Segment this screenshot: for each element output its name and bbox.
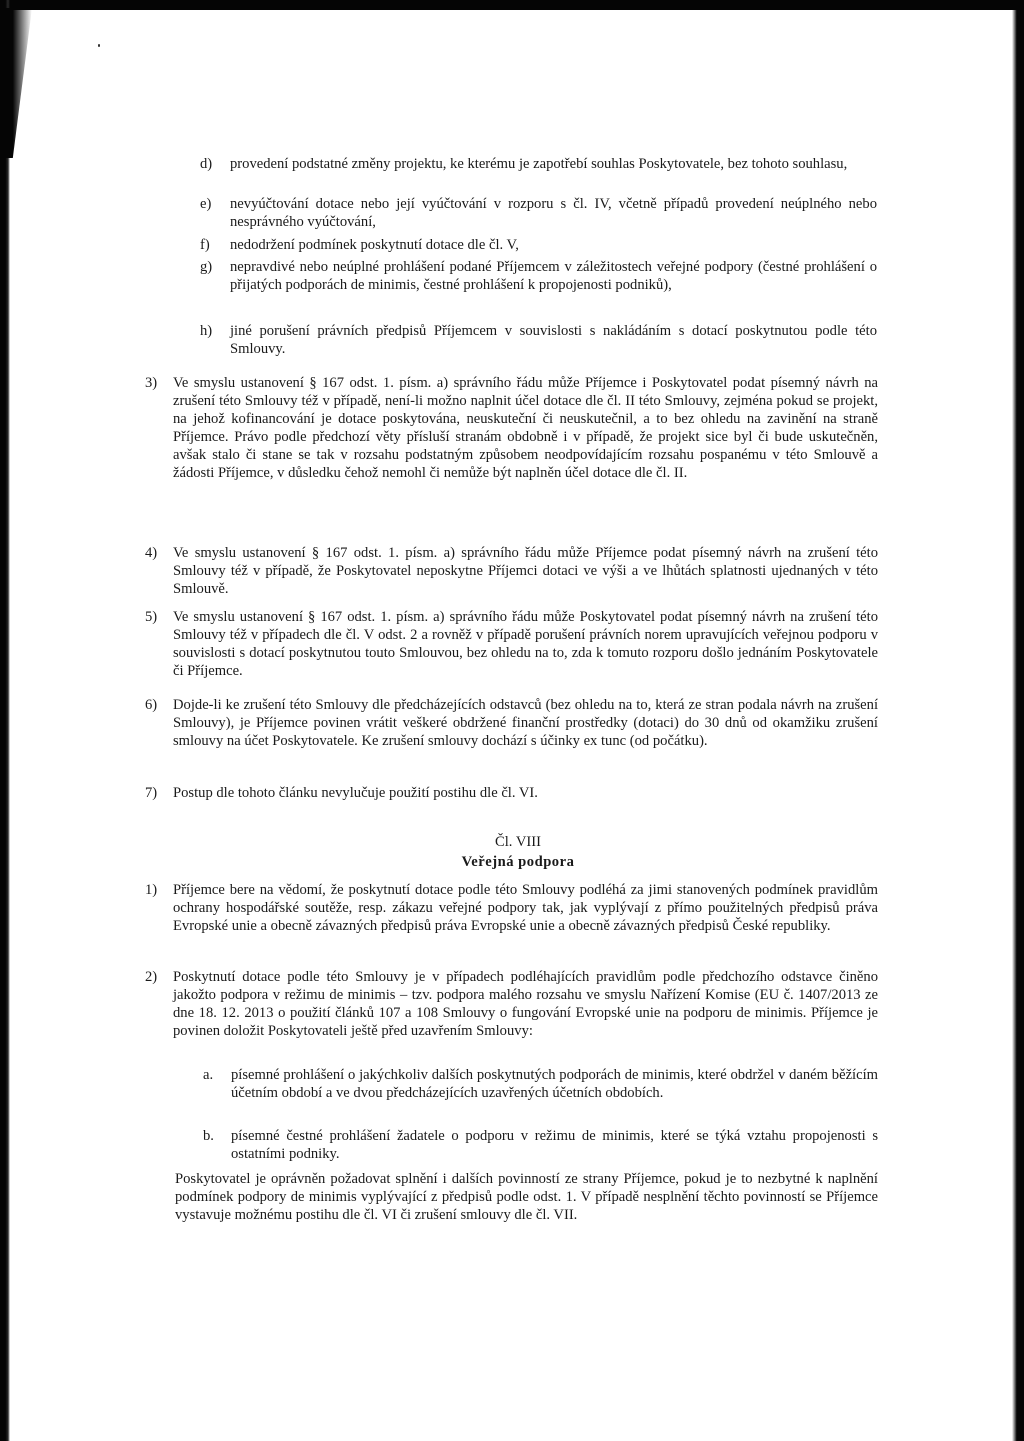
paragraph-4 <box>145 544 878 598</box>
article-item-1 <box>145 881 878 935</box>
article-title: Veřejná podpora <box>461 854 575 870</box>
sub-item-label: a. <box>203 1067 214 1083</box>
paragraph-6 <box>145 696 878 750</box>
paragraph-5 <box>145 608 878 680</box>
list-text: jiné porušení právních předpisů Příjemcem v souvislosti s nakládáním s dotací poskytnutou podle této Smlouvy. <box>230 323 877 357</box>
paragraph-7 <box>145 784 878 802</box>
paragraph-text: Ve smyslu ustanovení § 167 odst. 1. písm. a) správního řádu může Poskytovatel podat písemný návrh na zrušení této Smlouvy též v případech dle čl. V odst. 2 a rovněž v případě porušení právních norem upravujících veřejnou podporu v souvislosti s dotací poskytnutou touto Smlouvou, bez ohledu na to, zda k tomuto rozporu došlo jednáním Poskytovatele či Příjemce. <box>173 609 878 679</box>
list-item-d <box>200 155 877 173</box>
sub-item-text: písemné prohlášení o jakýchkoliv dalších poskytnutých podporách de minimis, které obdržel v daném běžícím účetním období a ve dvou předcházejících uzavřených účetních obdobích. <box>231 1067 878 1101</box>
sub-item-b <box>203 1127 878 1163</box>
list-item-h <box>200 322 877 358</box>
list-label: g) <box>200 259 213 275</box>
paragraph-text: Ve smyslu ustanovení § 167 odst. 1. písm. a) správního řádu může Příjemce i Poskytovatel podat písemný návrh na zrušení této Smlouvy též v případě, není-li možno naplnit účel dotace dle čl. II této Smlouvy, zejména pokud se projekt, na jehož kofinancování je dotace poskytována, neuskuteční či neuskutečnil, a to bez ohledu na zavinění na straně Příjemce. Právo podle předchozí věty přísluší stranám obdobně i v případě, že projekt sice byl či bude uskutečněn, avšak stalo či stane se tak v rozsahu podstatným způsobem neodpovídajícím rozsahu pospanému v této Smlouvě a žádosti Příjemce, v důsledku čehož nemohl či nemůže být naplněn účel dotace dle čl. II. <box>173 375 878 481</box>
list-label: d) <box>200 156 213 172</box>
paragraph-text: Postup dle tohoto článku nevylučuje použití postihu dle čl. VI. <box>173 785 538 801</box>
paragraph-label: 6) <box>145 697 158 713</box>
paragraph-text: Dojde-li ke zrušení této Smlouvy dle předcházejících odstavců (bez ohledu na to, která ze stran podala návrh na zrušení Smlouvy), je Příjemce povinen vrátit veškeré obdržené finanční prostředky (dotaci) do 30 dnů od okamžiku zrušení smlouvy na účet Poskytovatele. Ke zrušení smlouvy dochází s účinky ex tunc (od počátku). <box>173 697 878 749</box>
sub-item-text: písemné čestné prohlášení žadatele o podporu v režimu de minimis, které se týká vztahu propojenosti s ostatními podniky. <box>231 1128 878 1162</box>
paragraph-text: Ve smyslu ustanovení § 167 odst. 1. písm. a) správního řádu může Příjemce podat písemný návrh na zrušení této Smlouvy též v případě, že Poskytovatel neposkytne Příjemci dotaci ve výši a ve lhůtách splatnosti ujednaných v této Smlouvě. <box>173 545 878 597</box>
paragraph-label: 3) <box>145 375 158 391</box>
closing-paragraph <box>175 1170 878 1224</box>
paragraph-text: Poskytnutí dotace podle této Smlouvy je v případech podléhajících pravidlům podle předchozího odstavce činěno jakožto podpora v režimu de minimis – tzv. podpora malého rozsahu ve smyslu Nařízení Komise (EU č. 1407/2013 ze dne 18. 12. 2013 o použití článků 107 a 108 Smlouvy o fungování Evropské unie na podporu de minimis. Příjemce je povinen doložit Poskytovateli ještě před uzavřením Smlouvy: <box>173 969 878 1039</box>
list-text: nepravdivé nebo neúplné prohlášení podané Příjemcem v záležitostech veřejné podpory (čestné prohlášení o přijatých podporách de minimis, čestné prohlášení k propojenosti podniků), <box>230 259 877 293</box>
list-label: e) <box>200 196 212 212</box>
paragraph-text: Příjemce bere na vědomí, že poskytnutí dotace podle této Smlouvy podléhá za jimi stanovených podmínek pravidlům ochrany hospodářské soutěže, resp. zákazu veřejné podpory tak, jak vyplývají z přímo použitelných předpisů práva Evropské unie a obecně závazných předpisů práva Evropské unie a obecně závazných předpisů České republiky. <box>173 882 878 934</box>
paragraph-label: 1) <box>145 882 158 898</box>
list-item-g <box>200 258 877 294</box>
list-text: nevyúčtování dotace nebo její vyúčtování v rozporu s čl. IV, včetně případů provedení neúplného nebo nesprávného vyúčtování, <box>230 196 877 230</box>
paragraph-label: 2) <box>145 969 158 985</box>
list-text: provedení podstatné změny projektu, ke kterému je zapotřebí souhlas Poskytovatele, bez tohoto souhlasu, <box>230 156 848 172</box>
article-item-2 <box>145 968 878 1040</box>
list-item-e <box>200 195 877 231</box>
list-item-f <box>200 236 877 254</box>
paragraph-label: 5) <box>145 609 158 625</box>
list-label: h) <box>200 323 213 339</box>
sub-item-label: b. <box>203 1128 214 1144</box>
list-label: f) <box>200 237 210 253</box>
sub-item-a <box>203 1066 878 1102</box>
closing-text: Poskytovatel je oprávněn požadovat splnění i dalších povinností ze strany Příjemce, pokud je to nezbytné k naplnění podmínek podpory de minimis vyplývající z předpisů podle odst. 1. V případě nesplnění těchto povinností se Příjemce vystavuje možnému postihu dle čl. VI či zrušení smlouvy dle čl. VII. <box>175 1171 878 1223</box>
paragraph-3 <box>145 374 878 482</box>
paragraph-label: 4) <box>145 545 158 561</box>
paragraph-label: 7) <box>145 785 158 801</box>
article-number: Čl. VIII <box>495 834 541 850</box>
list-text: nedodržení podmínek poskytnutí dotace dle čl. V, <box>230 237 519 253</box>
